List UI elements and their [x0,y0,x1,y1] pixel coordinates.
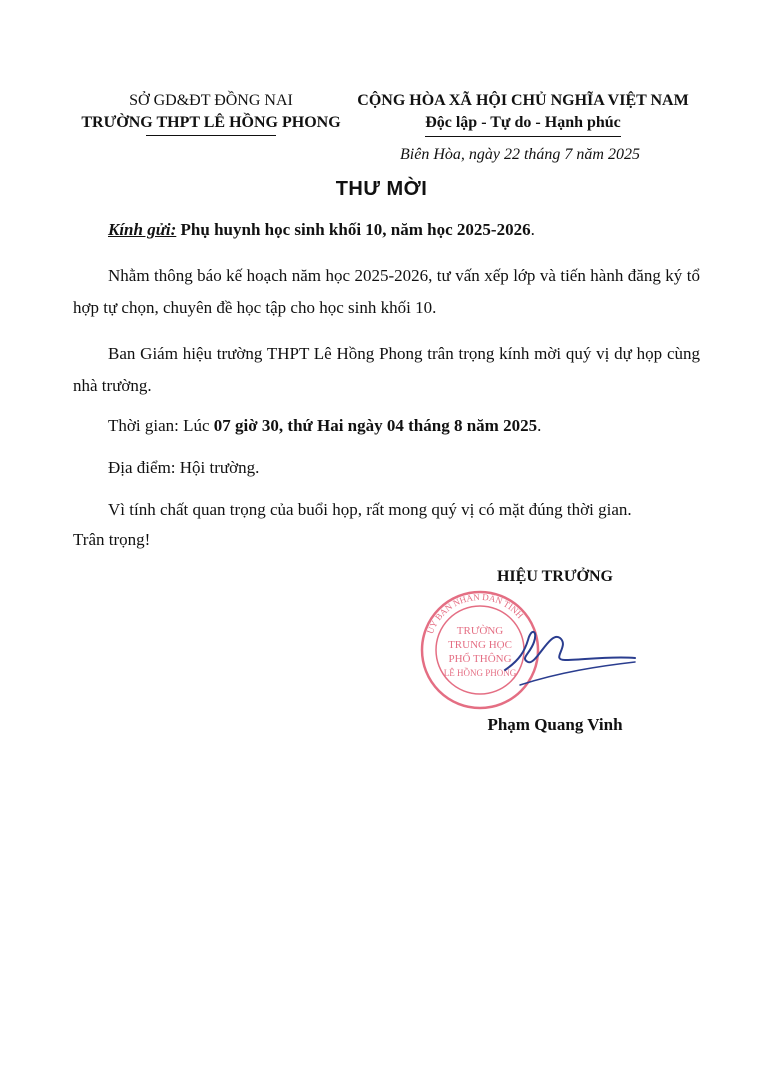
greeting [73,214,700,246]
greeting-recipient: Phụ huynh học sinh khối 10, năm học 2025-2026 [180,220,531,239]
seal-icon [422,592,538,708]
time-end: . [537,416,542,435]
issuer-header [66,90,356,136]
seal-ring-text: UỶ BAN NHÂN DÂN TỈNH [424,591,526,636]
school-name: TRƯỜNG THPT LÊ HỒNG PHONG [81,114,341,131]
seal-line-2: TRUNG HỌC [448,639,512,651]
time-value: 07 giờ 30, thứ Hai ngày 04 tháng 8 năm 2025 [213,416,538,435]
document-title: THƯ MỜI [335,178,428,200]
signer-name: Phạm Quang Vinh [487,715,623,734]
paragraph-purpose: Nhằm thông báo kế hoạch năm học 2025-2026, tư vấn xếp lớp và tiến hành đăng ký tổ hợp tự chọn, chuyên đề học tập cho học sinh khối 10. [73,266,700,317]
greeting-label: Kính gửi: [108,220,177,239]
paragraph-request: Vì tính chất quan trọng của buổi họp, rất mong quý vị có mặt đúng thời gian. [108,500,632,519]
paragraph-time [73,410,700,442]
paragraph-place: Địa điểm: Hội trường. [108,458,260,477]
seal-line-4: LÊ HỒNG PHONG [443,668,517,678]
place-date: Biên Hòa, ngày 22 tháng 7 năm 2025 [400,146,640,163]
signer-position: HIỆU TRƯỞNG [496,568,613,585]
national-header [343,90,703,137]
paragraph-invitation: Ban Giám hiệu trường THPT Lê Hồng Phong trân trọng kính mời quý vị dự họp cùng nhà trường. [73,344,700,395]
time-label: Thời gian: Lúc [108,416,214,435]
department-name: SỞ GD&ĐT ĐỒNG NAI [129,92,293,109]
header-underline [146,135,276,136]
greeting-end: . [530,220,535,239]
closing-phrase: Trân trọng! [73,530,151,549]
official-seal-stamp [410,590,650,710]
seal-and-signature [410,590,650,710]
national-motto: Độc lập - Tự do - Hạnh phúc [425,112,621,137]
seal-line-3: PHỔ THÔNG [448,653,512,665]
republic-name: CỘNG HÒA XÃ HỘI CHỦ NGHĨA VIỆT NAM [357,92,689,109]
seal-line-1: TRƯỜNG [456,625,504,637]
